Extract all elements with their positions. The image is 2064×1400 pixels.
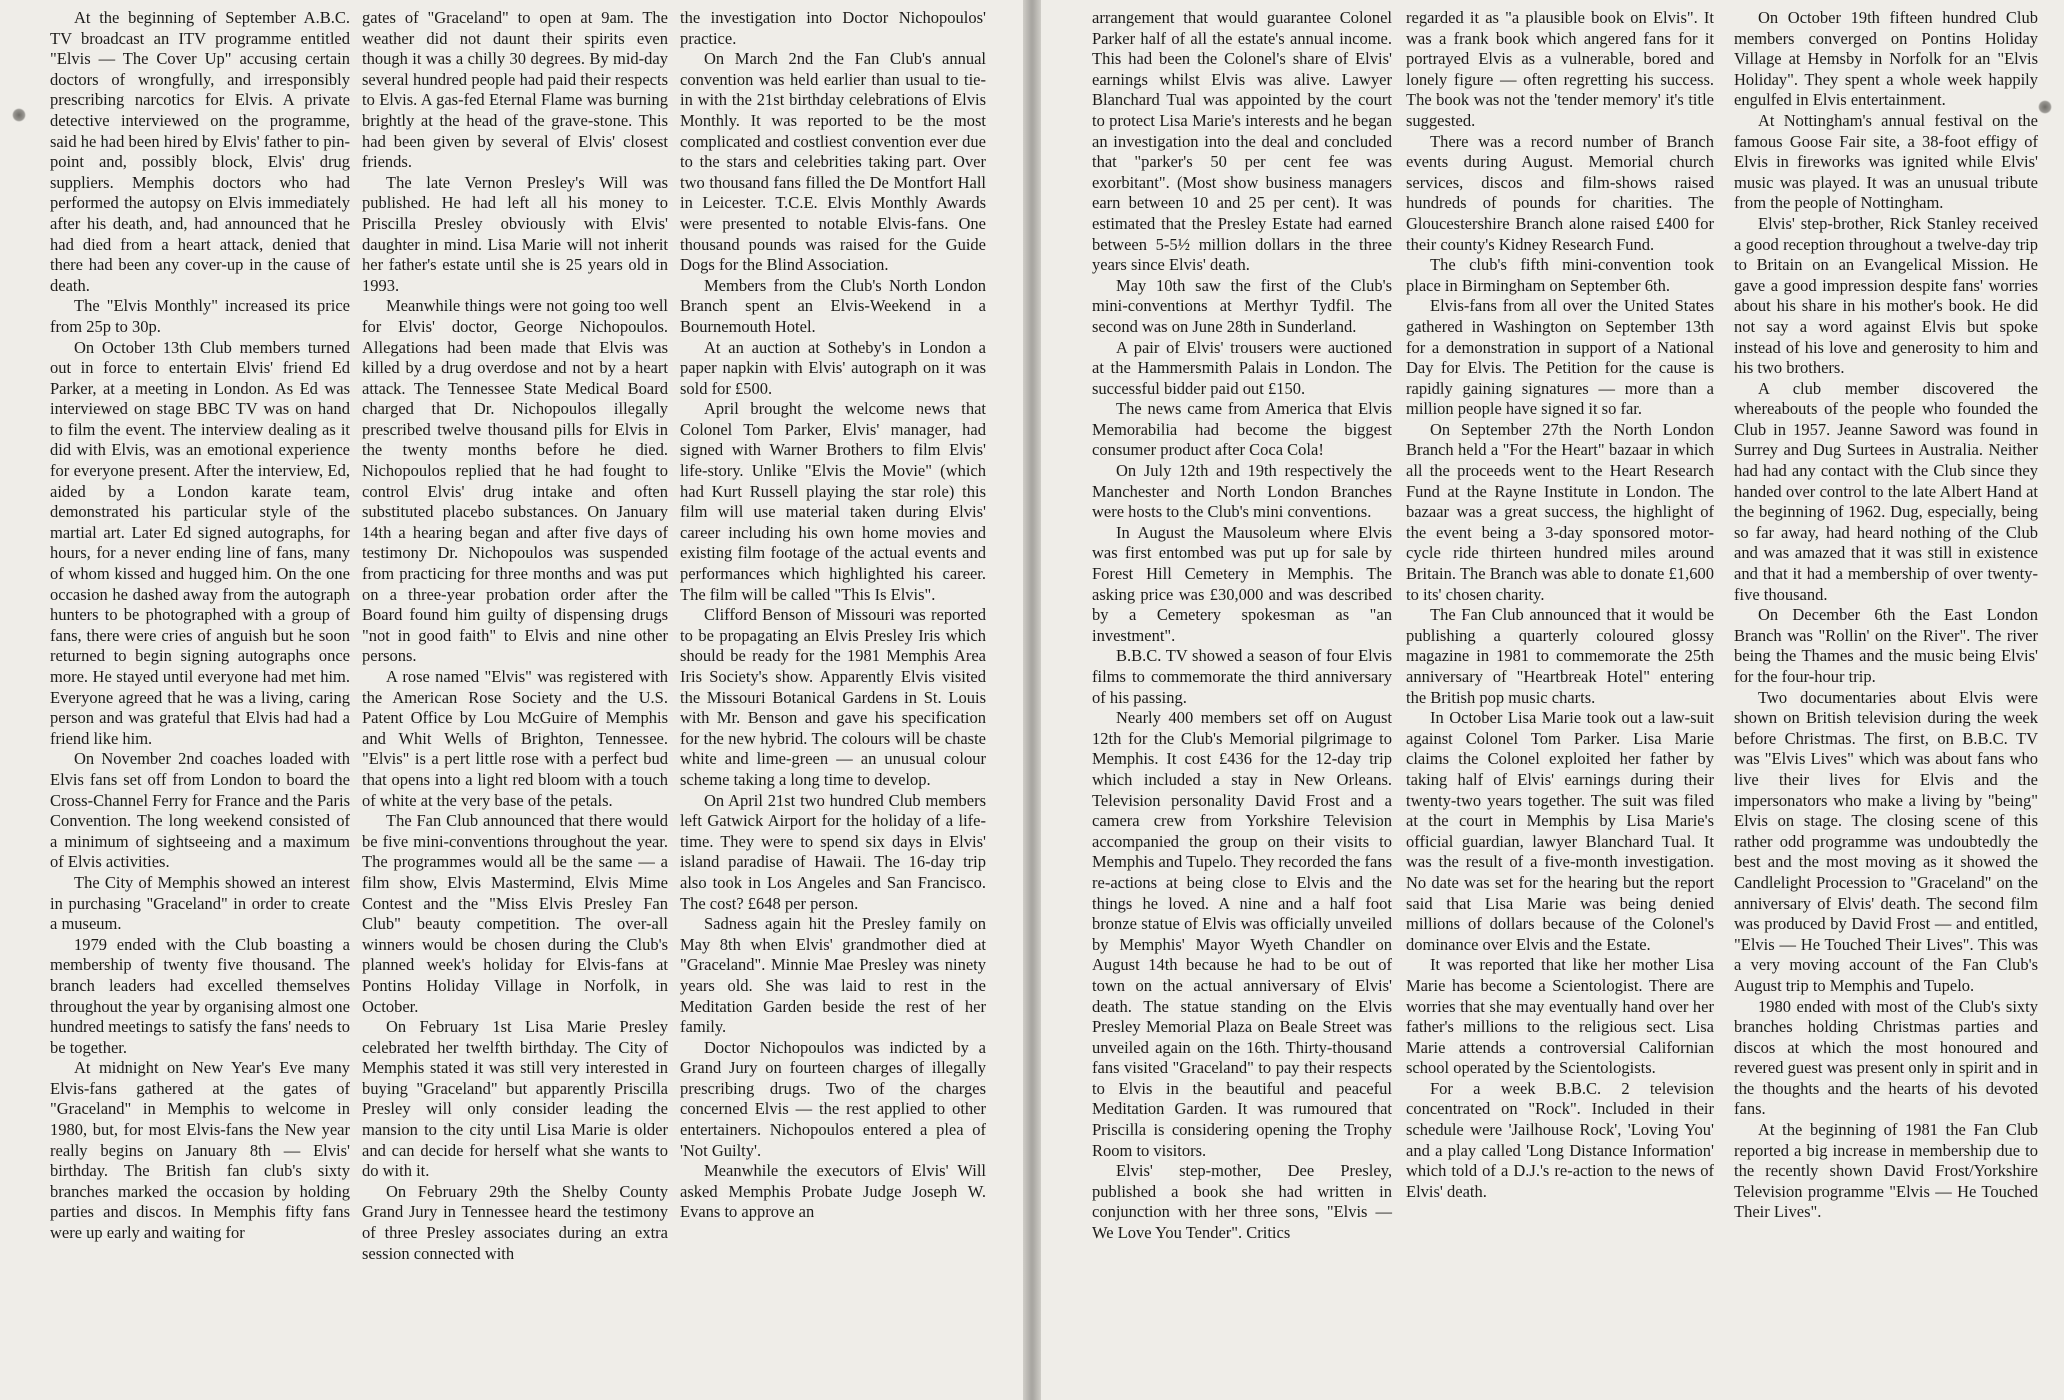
- paragraph: On September 27th the North London Branch held a "For the Heart" bazaar in which all the proceeds went to the Heart Research Fund at the Rayne Institute in London. The bazaar was a great success, the highlight of the event being a 3-day sponsored motor-cycle ride thirteen hundred miles around Britain. The Branch was able to donate £1,600 to its' chosen charity.: [1406, 419, 1714, 604]
- paragraph: In October Lisa Marie took out a law-suit against Colonel Tom Parker. Lisa Marie claims the Colonel exploited her father by taking half of Elvis' earnings during their twenty-two years together. The suit was filed at the court in Memphis by Lisa Marie's official guardian, lawyer Blanchard Tual. It was the result of a five-month investigation. No date was set for the hearing but the report said that Lisa Marie was being denied millions of dollars because of the Colonel's dominance over Elvis and the Estate.: [1406, 708, 1714, 954]
- paragraph: The late Vernon Presley's Will was published. He had left all his money to Priscilla Presley obviously with Elvis' daughter in mind. Lisa Marie will not inherit her father's estate until she is 25 years old in 1993.: [362, 172, 668, 295]
- paragraph: Sadness again hit the Presley family on May 8th when Elvis' grandmother died at "Graceland". Minnie Mae Presley was ninety years old. She was laid to rest in the Meditation Garden beside the rest of her family.: [680, 914, 986, 1037]
- paragraph: A pair of Elvis' trousers were auctioned at the Hammersmith Palais in London. The successful bidder paid out £150.: [1092, 337, 1392, 398]
- paragraph: 1980 ended with most of the Club's sixty branches holding Christmas parties and discos at which the most honoured and revered guest was present only in spirit and in the thoughts and the hearts of his devoted fans.: [1734, 996, 2038, 1119]
- paragraph: Meanwhile the executors of Elvis' Will asked Memphis Probate Judge Joseph W. Evans to approve an: [680, 1161, 986, 1222]
- paragraph: On October 19th fifteen hundred Club members converged on Pontins Holiday Village at Hemsby in Norfolk for an "Elvis Holiday". They spent a whole week happily engulfed in Elvis entertainment.: [1734, 8, 2038, 110]
- paragraph: Meanwhile things were not going too well for Elvis' doctor, George Nichopoulos. Allegations had been made that Elvis was killed by a drug overdose and not by a heart attack. The Tennessee State Medical Board charged that Dr. Nichopoulos illegally prescribed twelve thousand pills for Elvis in the twenty months before he died. Nichopoulos replied that he had fought to control Elvis' drug intake and often substituted placebo substances. On January 14th a hearing began and after five days of testimony Dr. Nichopoulos was suspended from practicing for three months and was put on a three-year probation order after the Board found him guilty of dispensing drugs "not in good faith" to Elvis and nine other persons.: [362, 296, 668, 666]
- paragraph: The club's fifth mini-convention took place in Birmingham on September 6th.: [1406, 255, 1714, 295]
- paragraph: On April 21st two hundred Club members left Gatwick Airport for the holiday of a life-time. They were to spend six days in Elvis' island paradise of Hawaii. The 16-day trip also took in Los Angeles and San Francisco. The cost? £648 per person.: [680, 790, 986, 913]
- paragraph: The Fan Club announced that it would be publishing a quarterly coloured glossy magazine in 1981 to commemorate the 25th anniversary of "Heartbreak Hotel" entering the British pop music charts.: [1406, 605, 1714, 707]
- paragraph: B.B.C. TV showed a season of four Elvis films to commemorate the third anniversary of his passing.: [1092, 646, 1392, 707]
- paragraph: May 10th saw the first of the Club's mini-conventions at Merthyr Tydfil. The second was on June 28th in Sunderland.: [1092, 275, 1392, 336]
- paragraph: On December 6th the East London Branch was "Rollin' on the River". The river being the Thames and the music being Elvis' for the four-hour trip.: [1734, 605, 2038, 686]
- paragraph: On February 29th the Shelby County Grand Jury in Tennessee heard the testimony of three Presley associates during an extra session connected with: [362, 1181, 668, 1263]
- paragraph: On October 13th Club members turned out in force to entertain Elvis' friend Ed Parker, at a meeting in London. As Ed was interviewed on stage BBC TV was on hand to film the event. The interview dealing as it did with Elvis, was an emotional experience for everyone present. After the interview, Ed, aided by a London karate team, demonstrated his particular style of the martial art. Later Ed signed autographs, for hours, for a never ending line of fans, many of whom kissed and hugged him. On the one occasion he dashed away from the autograph hunters to be photographed with a group of fans, there were cries of anguish but he soon returned to begin signing autographs once more. He stayed until everyone had met him. Everyone agreed that he was a living, caring person and was grateful that Elvis had had a friend like him.: [50, 337, 350, 748]
- paragraph: The Fan Club announced that there would be five mini-conventions throughout the year. The programmes would all be the same — a film show, Elvis Mastermind, Elvis Mime Contest and the "Miss Elvis Presley Fan Club" beauty competition. The over-all winners would be chosen during the Club's planned week's holiday for Elvis-fans at Pontins Holiday Village in Norfolk, in October.: [362, 811, 668, 1016]
- paragraph: arrangement that would guarantee Colonel Parker half of all the estate's annual income. This had been the Colonel's share of Elvis' earnings whilst Elvis was alive. Lawyer Blanchard Tual was appointed by the court to protect Lisa Marie's interests and he began an investigation into the deal and concluded that "parker's 50 per cent fee was exorbitant". (Most show business managers earn between 10 and 25 per cent). It was estimated that the Presley Estate had earned between 5-5½ million dollars in the three years since Elvis' death.: [1092, 8, 1392, 275]
- right-column-3: [1734, 8, 2038, 1223]
- paragraph: Clifford Benson of Missouri was reported to be propagating an Elvis Presley Iris which should be ready for the 1981 Memphis Area Iris Society's show. Apparently Elvis visited the Missouri Botanical Gardens in St. Louis with Mr. Benson and gave his specification for the new hybrid. The colours will be chaste white and lime-green — an unusual colour scheme taking a long time to develop.: [680, 605, 986, 789]
- right-column-2: [1406, 8, 1714, 1202]
- paragraph: The news came from America that Elvis Memorabilia had become the biggest consumer product after Coca Cola!: [1092, 399, 1392, 460]
- paragraph: On February 1st Lisa Marie Presley celebrated her twelfth birthday. The City of Memphis stated it was still very interested in buying "Graceland" but apparently Priscilla Presley will only consider leading the mansion to the city until Lisa Marie is older and can decide for herself what she wants to do with it.: [362, 1017, 668, 1181]
- paragraph: On July 12th and 19th respectively the Manchester and North London Branches were hosts to the Club's mini conventions.: [1092, 461, 1392, 522]
- paragraph: In August the Mausoleum where Elvis was first entombed was put up for sale by Forest Hill Cemetery in Memphis. The asking price was £30,000 and was described by a Cemetery spokesman as "an investment".: [1092, 522, 1392, 645]
- paragraph: At midnight on New Year's Eve many Elvis-fans gathered at the gates of "Graceland" in Memphis to welcome in 1980, but, for most Elvis-fans the New year really begins on January 8th — Elvis' birthday. The British fan club's sixty branches marked the occasion by holding parties and discos. In Memphis fifty fans were up early and waiting for: [50, 1058, 350, 1243]
- paragraph: The "Elvis Monthly" increased its price from 25p to 30p.: [50, 296, 350, 336]
- right-page: [1041, 0, 2064, 1400]
- punch-hole: [12, 108, 26, 122]
- paragraph: On November 2nd coaches loaded with Elvis fans set off from London to board the Cross-Channel Ferry for France and the Paris Convention. The long weekend consisted of a minimum of sightseeing and a maximum of Elvis activities.: [50, 749, 350, 872]
- paragraph: At the beginning of September A.B.C. TV broadcast an ITV programme entitled "Elvis — The Cover Up" accusing certain doctors of wrongfully, and irresponsibly prescribing narcotics for Elvis. A private detective interviewed on the programme, said he had been hired by Elvis' father to pin-point and, possibly block, Elvis' drug suppliers. Memphis doctors who had performed the autopsy on Elvis immediately after his death, and, had announced that he had died from a heart attack, denied that there had been any cover-up in the cause of death.: [50, 8, 350, 295]
- paragraph: Two documentaries about Elvis were shown on British television during the week before Christmas. The first, on B.B.C. TV was "Elvis Lives" which was about fans who live their lives for Elvis and the impersonators who make a living by "being" Elvis on stage. The closing scene of this rather odd programme was undoubtedly the best and the most moving as it showed the Candlelight Procession to "Graceland" on the anniversary of Elvis' death. The second film was produced by David Frost — and entitled, "Elvis — He Touched Their Lives". This was a very moving account of the Fan Club's August trip to Memphis and Tupelo.: [1734, 687, 2038, 995]
- paragraph: April brought the welcome news that Colonel Tom Parker, Elvis' manager, had signed with Warner Brothers to film Elvis' life-story. Unlike "Elvis the Movie" (which had Kurt Russell playing the star role) this film will use material taken during Elvis' career including his own home movies and existing film footage of the actual events and performances which highlighted his career. The film will be called "This Is Elvis".: [680, 399, 986, 604]
- paragraph: A rose named "Elvis" was registered with the American Rose Society and the U.S. Patent Office by Lou McGuire of Memphis and Whit Wells of Brighton, Tennessee. "Elvis" is a pert little rose with a perfect bud that opens into a light red bloom with a touch of white at the very base of the petals.: [362, 667, 668, 810]
- paragraph: The City of Memphis showed an interest in purchasing "Graceland" in order to create a museum.: [50, 872, 350, 934]
- left-column-3: [680, 8, 986, 1223]
- right-column-1: [1092, 8, 1392, 1244]
- paragraph: It was reported that like her mother Lisa Marie has become a Scientologist. There are worries that she may eventually hand over her father's millions to the religious sect. Lisa Marie attends a controversial Californian school operated by the Scientologists.: [1406, 955, 1714, 1078]
- page-gutter: [1023, 0, 1041, 1400]
- punch-hole: [2038, 100, 2052, 114]
- paragraph: Members from the Club's North London Branch spent an Elvis-Weekend in a Bournemouth Hotel.: [680, 275, 986, 336]
- paragraph: There was a record number of Branch events during August. Memorial church services, discos and film-shows raised hundreds of pounds for charities. The Gloucestershire Branch alone raised £400 for their county's Kidney Research Fund.: [1406, 131, 1714, 254]
- paragraph: At Nottingham's annual festival on the famous Goose Fair site, a 38-foot effigy of Elvis in fireworks was ignited while Elvis' music was played. It was an unusual tribute from the people of Nottingham.: [1734, 110, 2038, 213]
- paragraph: Elvis-fans from all over the United States gathered in Washington on September 13th for a demonstration in support of a National Day for Elvis. The Petition for the cause is rapidly gaining signatures — more than a million people have signed it so far.: [1406, 296, 1714, 419]
- paragraph: A club member discovered the whereabouts of the people who founded the Club in 1957. Jeanne Saword was found in Surrey and Dug Surtees in Australia. Neither had had any contact with the Club since they handed over control to the late Albert Hand at the beginning of 1962. Dug, especially, being so far away, had heard nothing of the Club and was amazed that it was still in existence and that it had a membership of over twenty-five thousand.: [1734, 378, 2038, 604]
- left-column-2: [362, 8, 668, 1264]
- left-page: [0, 0, 1023, 1400]
- left-column-1: [50, 8, 350, 1244]
- paragraph: 1979 ended with the Club boasting a membership of twenty five thousand. The branch leaders had excelled themselves throughout the year by organising almost one hundred meetings to satisfy the fans' needs to be together.: [50, 934, 350, 1057]
- paragraph: Nearly 400 members set off on August 12th for the Club's Memorial pilgrimage to Memphis. It cost £436 for the 12-day trip which included a stay in New Orleans. Television personality David Frost and a camera crew from Yorkshire Television accompanied the group on their visits to Memphis and Tupelo. They recorded the fans re-actions at being close to Elvis and the things he loved. A nine and a half foot bronze statue of Elvis was officially unveiled by Memphis' Mayor Wyeth Chandler on August 14th because he had to be out of town on the actual anniversary of Elvis' death. The statue standing on the Elvis Presley Memorial Plaza on Beale Street was unveiled again on the 16th. Thirty-thousand fans visited "Graceland" to pay their respects to Elvis in the beautiful and peaceful Meditation Garden. It was rumoured that Priscilla is considering opening the Trophy Room to visitors.: [1092, 708, 1392, 1160]
- paragraph: Elvis' step-mother, Dee Presley, published a book she had written in conjunction with her three sons, "Elvis — We Love You Tender". Critics: [1092, 1161, 1392, 1243]
- paragraph: At the beginning of 1981 the Fan Club reported a big increase in membership due to the recently shown David Frost/Yorkshire Television programme "Elvis — He Touched Their Lives".: [1734, 1120, 2038, 1222]
- paragraph: Doctor Nichopoulos was indicted by a Grand Jury on fourteen charges of illegally prescribing drugs. Two of the charges concerned Elvis — the rest applied to other entertainers. Nichopoulos entered a plea of 'Not Guilty'.: [680, 1037, 986, 1160]
- paragraph: For a week B.B.C. 2 television concentrated on "Rock". Included in their schedule were 'Jailhouse Rock', 'Loving You' and a play called 'Long Distance Information' which told of a D.J.'s re-action to the news of Elvis' death.: [1406, 1078, 1714, 1201]
- paragraph: gates of "Graceland" to open at 9am. The weather did not daunt their spirits even though it was a chilly 30 degrees. By mid-day several hundred people had paid their respects to Elvis. A gas-fed Eternal Flame was burning brightly at the head of the grave-stone. This had been given by several of Elvis' closest friends.: [362, 8, 668, 172]
- paragraph: On March 2nd the Fan Club's annual convention was held earlier than usual to tie-in with the 21st birthday celebrations of Elvis Monthly. It was reported to be the most complicated and costliest convention ever due to the stars and celebrities taking part. Over two thousand fans filled the De Montfort Hall in Leicester. T.C.E. Elvis Monthly Awards were presented to notable Elvis-fans. One thousand pounds was raised for the Guide Dogs for the Blind Association.: [680, 49, 986, 275]
- paragraph: Elvis' step-brother, Rick Stanley received a good reception throughout a twelve-day trip to Britain on an Evangelical Mission. He gave a good impression despite fans' worries about his share in his mother's book. He did not say a word against Elvis but spoke instead of his love and generosity to him and his two brothers.: [1734, 213, 2038, 378]
- paragraph: At an auction at Sotheby's in London a paper napkin with Elvis' autograph on it was sold for £500.: [680, 337, 986, 398]
- paragraph: regarded it as "a plausible book on Elvis". It was a frank book which angered fans for it portrayed Elvis as a vulnerable, bored and lonely figure — often regretting his success. The book was not the 'tender memory' it's title suggested.: [1406, 8, 1714, 130]
- paragraph: the investigation into Doctor Nichopoulos' practice.: [680, 8, 986, 48]
